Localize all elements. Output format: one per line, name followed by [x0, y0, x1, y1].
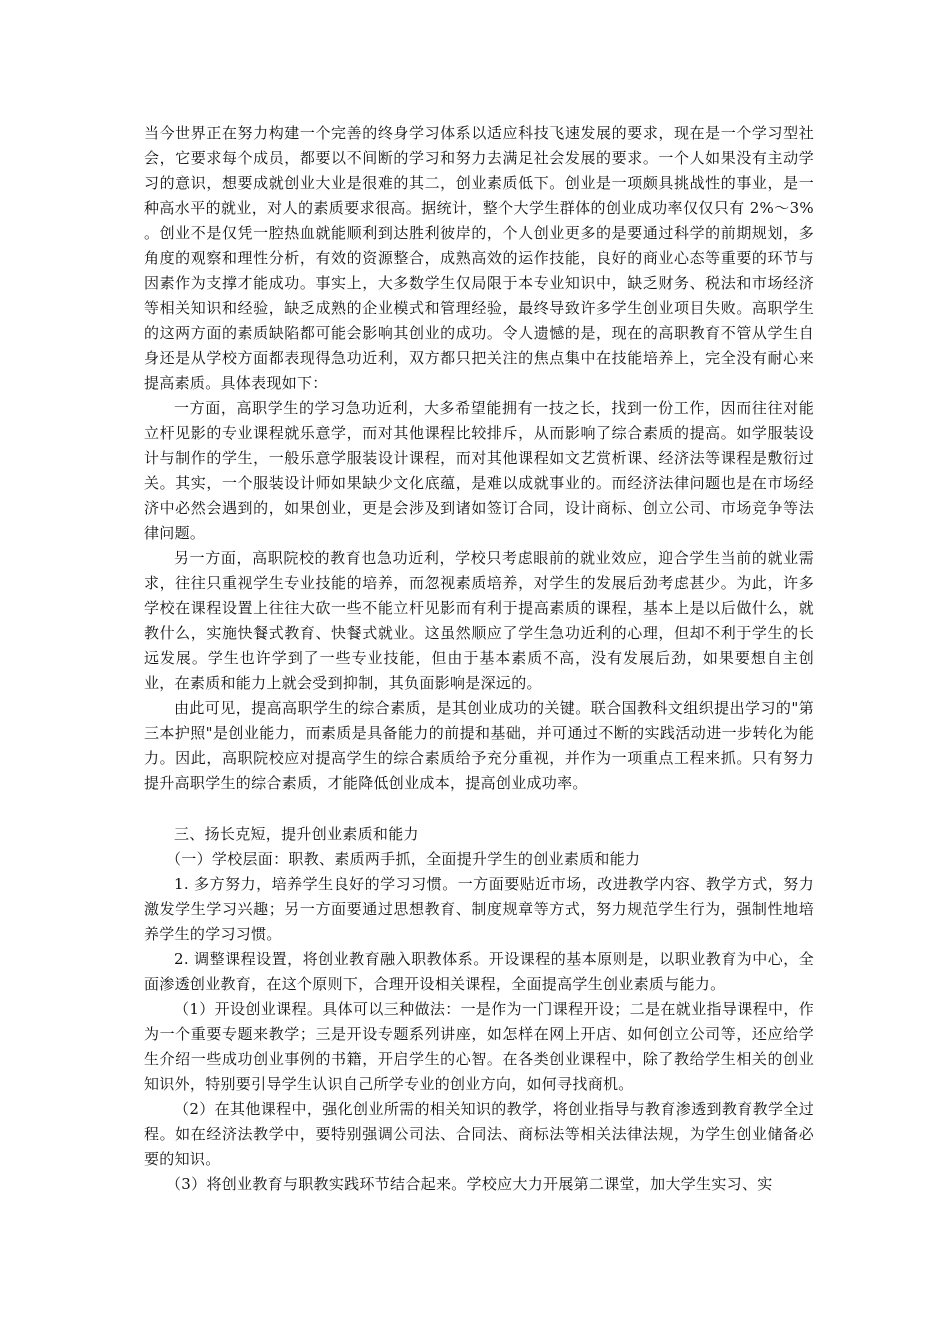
paragraph-curriculum-adjustment: 2. 调整课程设置，将创业教育融入职教体系。开设课程的基本原则是，以职业教育为中心，全面渗透创业教育，在这个原则下，合理开设相关课程，全面提高学生创业素质与能力。 — [144, 950, 814, 993]
paragraph-learning-habits: 1. 多方努力，培养学生良好的学习习惯。一方面要贴近市场，改进教学内容、教学方式，努力激发学生学习兴趣；另一方面要通过思想教育、制度规章等方式，努力规范学生行为，强制性地培养学生的学习习惯。 — [144, 875, 814, 943]
paragraph-entrepreneurship-quality: 当今世界正在努力构建一个完善的终身学习体系以适应科技飞速发展的要求，现在是一个学习型社会，它要求每个成员，都要以不间断的学习和努力去满足社会发展的要求。一个人如果没有主动学习的意识，想要成就创业大业是很难的其二，创业素质低下。创业是一项颇具挑战性的事业，是一种高水平的就业，对人的素质要求很高。据统计，整个大学生群体的创业成功率仅仅只有 2%～3% 。创业不是仅凭一腔热血就能顺利到达胜利彼岸的，个人创业更多的是要通过科学的前期规划，多角度的观察和理性分析，有效的资源整合，成熟高效的运作技能，良好的商业心态等重要的环节与因素作为支撑才能成功。事实上，大多数学生仅局限于本专业知识中，缺乏财务、税法和市场经济等相关知识和经验，缺乏成熟的企业模式和管理经验，最终导致许多学生创业项目失败。高职学生的这两方面的素质缺陷都可能会影响其创业的成功。令人遗憾的是，现在的高职教育不管从学生自身还是从学校方面都表现得急功近利，双方都只把关注的焦点集中在技能培养上，完全没有耐心来提高素质。具体表现如下： — [144, 124, 814, 392]
document-body — [144, 121, 814, 1197]
section-heading-three: 三、扬长克短，提升创业素质和能力 — [174, 825, 419, 843]
paragraph-practice-link: （3）将创业教育与职教实践环节结合起来。学校应大力开展第二课堂，加大学生实习、实 — [166, 1175, 773, 1193]
subsection-heading-school-level: （一）学校层面：职教、素质两手抓，全面提升学生的创业素质和能力 — [166, 850, 641, 868]
paragraph-conclusion: 由此可见，提高高职学生的综合素质，是其创业成功的关键。联合国教科文组织提出学习的"第三本护照"是创业能力，而素质是具备能力的前提和基础，并可通过不断的实践活动进一步转化为能力。因此，高职院校应对提高学生的综合素质给予充分重视，并作为一项重点工程来抓。只有努力提升高职学生的综合素质，才能降低创业成本，提高创业成功率。 — [144, 699, 814, 792]
paragraph-students-utilitarian: 一方面，高职学生的学习急功近利，大多希望能拥有一技之长，找到一份工作，因而往往对能立杆见影的专业课程就乐意学，而对其他课程比较排斥，从而影响了综合素质的提高。如学服装设计与制作的学生，一般乐意学服装设计课程，而对其他课程如文艺赏析课、经济法等课程是敷衍过关。其实，一个服装设计师如果缺少文化底蕴，是难以成就事业的。而经济法律问题也是在市场经济中必然会遇到的，如果创业，更是会涉及到诸如签订合同，设计商标、创立公司、市场竞争等法律问题。 — [144, 399, 814, 542]
paragraph-entrepreneurship-courses: （1）开设创业课程。具体可以三种做法：一是作为一门课程开设；二是在就业指导课程中，作为一个重要专题来教学；三是开设专题系列讲座，如怎样在网上开店、如何创立公司等，还应给学生介绍一些成功创业事例的书籍，开启学生的心智。在各类创业课程中，除了教给学生相关的创业知识外，特别要引导学生认识自己所学专业的创业方向，如何寻找商机。 — [144, 1000, 814, 1093]
paragraph-schools-utilitarian: 另一方面，高职院校的教育也急功近利，学校只考虑眼前的就业效应，迎合学生当前的就业需求，往往只重视学生专业技能的培养，而忽视素质培养，对学生的发展后劲考虑甚少。为此，许多学校在课程设置上往往大砍一些不能立杆见影而有利于提高素质的课程，基本上是以后做什么，就教什么，实施快餐式教育、快餐式就业。这虽然顺应了学生急功近利的心理，但却不利于学生的长远发展。学生也许学到了一些专业技能，但由于基本素质不高，没有发展后劲，如果要想自主创业，在素质和能力上就会受到抑制，其负面影响是深远的。 — [144, 549, 814, 692]
paragraph-other-courses: （2）在其他课程中，强化创业所需的相关知识的教学，将创业指导与教育渗透到教育教学全过程。如在经济法教学中，要特别强调公司法、合同法、商标法等相关法律法规，为学生创业储备必要的知识。 — [144, 1100, 814, 1168]
